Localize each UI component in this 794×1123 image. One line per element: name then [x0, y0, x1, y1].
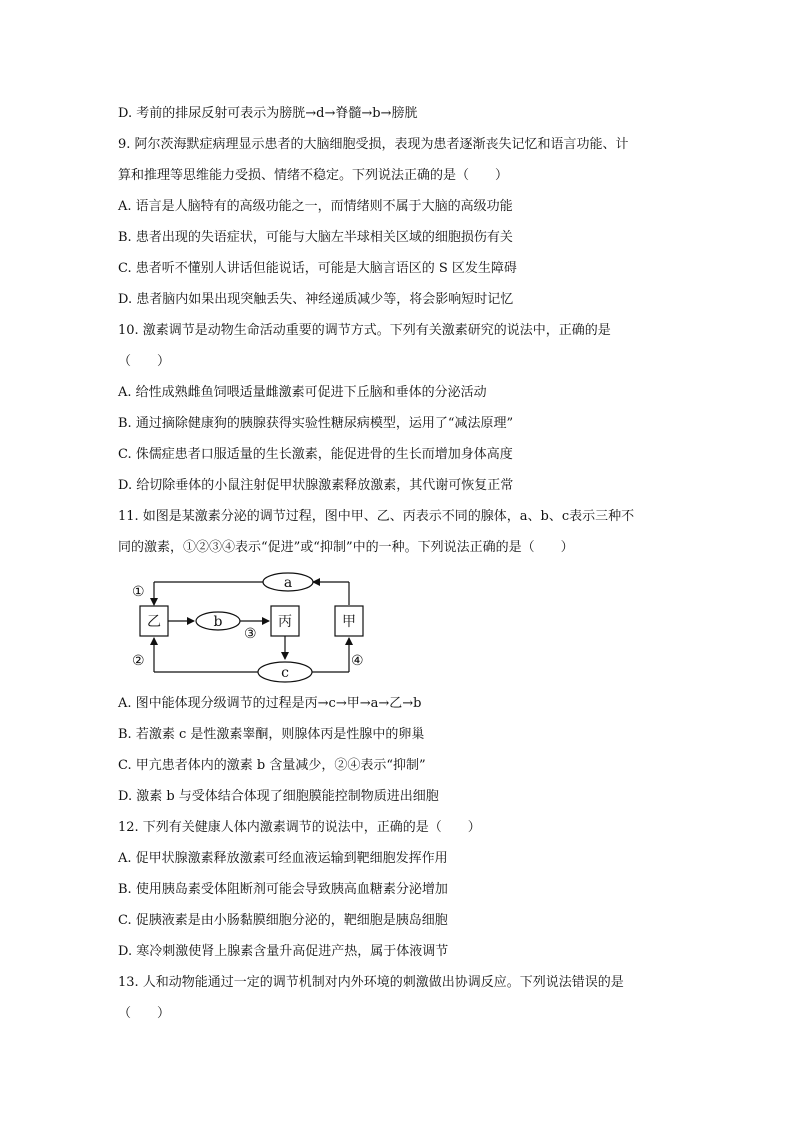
text-line: D. 患者脑内如果出现突触丢失、神经递质减少等，将会影响短时记忆: [118, 292, 514, 307]
text-line: D. 寒冷刺激使肾上腺素含量升高促进产热，属于体液调节: [118, 944, 449, 959]
text-line: D. 给切除垂体的小鼠注射促甲状腺激素释放激素，其代谢可恢复正常: [118, 478, 514, 493]
text-line: A. 图中能体现分级调节的过程是丙→c→甲→a→乙→b: [118, 696, 422, 711]
node-yi-label: 乙: [147, 614, 161, 630]
text-line: D. 激素 b 与受体结合体现了细胞膜能控制物质进出细胞: [118, 789, 439, 804]
hormone-a-label: a: [283, 575, 293, 591]
text-line: 同的激素，①②③④表示“促进”或“抑制”中的一种。下列说法正确的是（ ）: [118, 540, 574, 555]
hormone-c-label: c: [281, 665, 289, 681]
text-line: 11. 如图是某激素分泌的调节过程，图中甲、乙、丙表示不同的腺体，a、b、c表示三种不: [118, 509, 635, 524]
text-line: A. 给性成熟雌鱼饲喂适量雌激素可促进下丘脑和垂体的分泌活动: [118, 385, 487, 400]
marker-1: ①: [132, 584, 145, 600]
text-line: C. 促胰液素是由小肠黏膜细胞分泌的，靶细胞是胰岛细胞: [118, 913, 448, 928]
hormone-b-label: b: [213, 614, 223, 630]
text-line: A. 促甲状腺激素释放激素可经血液运输到靶细胞发挥作用: [118, 851, 448, 866]
text-line: B. 通过摘除健康狗的胰腺获得实验性糖尿病模型，运用了“减法原理”: [118, 416, 514, 431]
text-line: （ ）: [118, 354, 171, 369]
text-line: D. 考前的排尿反射可表示为膀胱→d→脊髓→b→膀胱: [118, 106, 418, 121]
text-line: 算和推理等思维能力受损、情绪不稳定。下列说法正确的是（ ）: [118, 168, 509, 183]
node-jia-label: 甲: [342, 614, 356, 630]
marker-3: ③: [244, 626, 257, 642]
marker-2: ②: [132, 653, 145, 669]
text-line: C. 侏儒症患者口服适量的生长激素，能促进骨的生长而增加身体高度: [118, 447, 513, 462]
text-line: B. 使用胰岛素受体阻断剂可能会导致胰高血糖素分泌增加: [118, 882, 448, 897]
node-bing-label: 丙: [278, 614, 292, 630]
text-line: C. 患者听不懂别人讲话但能说话，可能是大脑言语区的 S 区发生障碍: [118, 261, 517, 276]
diagram-svg: [130, 572, 370, 684]
text-line: 10. 激素调节是动物生命活动重要的调节方式。下列有关激素研究的说法中，正确的是: [118, 323, 611, 338]
text-line: A. 语言是人脑特有的高级功能之一，而情绪则不属于大脑的高级功能: [118, 199, 513, 214]
marker-4: ④: [351, 653, 364, 669]
text-line: B. 若激素 c 是性激素睾酮，则腺体丙是性腺中的卵巢: [118, 727, 425, 742]
hormone-regulation-diagram: [130, 572, 370, 684]
text-line: B. 患者出现的失语症状，可能与大脑左半球相关区域的细胞损伤有关: [118, 230, 513, 245]
text-line: 9. 阿尔茨海默症病理显示患者的大脑细胞受损，表现为患者逐渐丧失记忆和语言功能、计: [118, 137, 629, 152]
text-line: 12. 下列有关健康人体内激素调节的说法中，正确的是（ ）: [118, 820, 481, 835]
text-line: 13. 人和动物能通过一定的调节机制对内外环境的刺激做出协调反应。下列说法错误的是: [118, 975, 624, 990]
text-line: C. 甲亢患者体内的激素 b 含量减少，②④表示“抑制”: [118, 758, 426, 773]
text-line: （ ）: [118, 1006, 171, 1021]
